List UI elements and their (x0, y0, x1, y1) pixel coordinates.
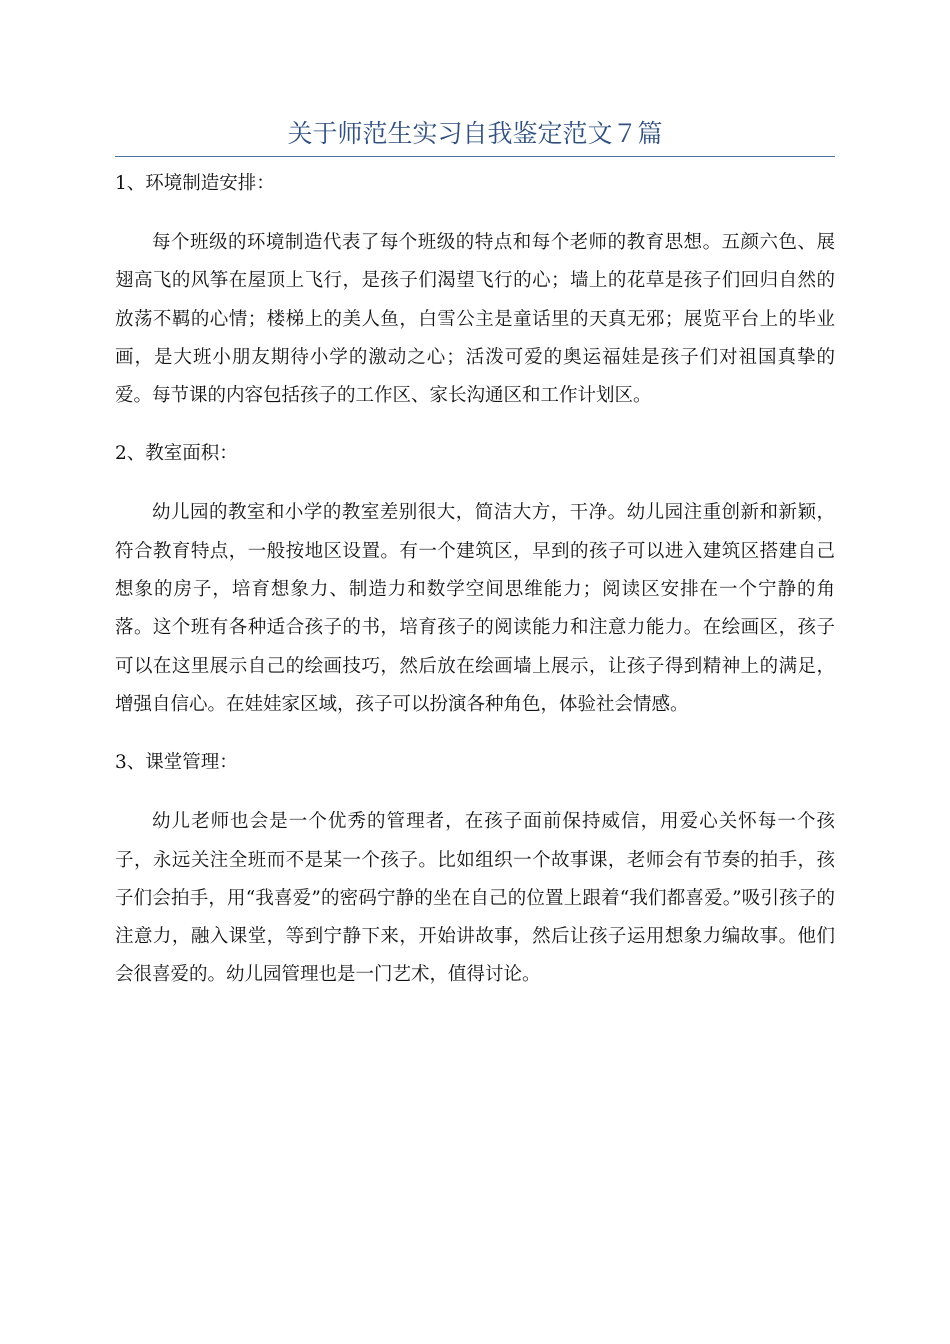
document-title: 关于师范生实习自我鉴定范文７篇 (287, 119, 663, 148)
section-environment (115, 170, 835, 415)
section-heading: 3、课堂管理： (115, 752, 238, 774)
section-classroom-management (115, 749, 835, 994)
section-heading: 1、环境制造安排： (115, 173, 275, 194)
section-classroom-area (115, 440, 835, 724)
section-paragraph: 幼儿老师也会是一个优秀的管理者，在孩子面前保持威信，用爱心关怀每一个孩子，永远关注全班而不是某一个孩子。比如组织一个故事课，老师会有节奏的拍手，孩子们会拍手，用“我喜爱”的密码宁静的坐在自己的位置上跟着“我们都喜爱。”吸引孩子的注意力，融入课堂，等到宁静下来，开始讲故事，然后让孩子运用想象力编故事。他们会很喜爱的。幼儿园管理也是一门艺术，值得讨论。 (115, 811, 835, 986)
section-paragraph: 幼儿园的教室和小学的教室差别很大，简洁大方，干净。幼儿园注重创新和新颖，符合教育特点，一般按地区设置。有一个建筑区，早到的孩子可以进入建筑区搭建自己想象的房子，培育想象力、制造力和数学空间思维能力；阅读区安排在一个宁静的角落。这个班有各种适合孩子的书，培育孩子的阅读能力和注意力能力。在绘画区，孩子可以在这里展示自己的绘画技巧，然后放在绘画墙上展示，让孩子得到精神上的满足，增强自信心。在娃娃家区域，孩子可以扮演各种角色，体验社会情感。 (115, 502, 835, 715)
section-paragraph: 每个班级的环境制造代表了每个班级的特点和每个老师的教育思想。五颜六色、展翅高飞的风筝在屋顶上飞行，是孩子们渴望飞行的心；墙上的花草是孩子们回归自然的放荡不羁的心情；楼梯上的美人鱼，白雪公主是童话里的天真无邪；展览平台上的毕业画，是大班小朋友期待小学的激动之心；活泼可爱的奥运福娃是孩子们对祖国真挚的爱。每节课的内容包括孩子的工作区、家长沟通区和工作计划区。 (115, 232, 835, 407)
section-heading: 2、教室面积： (115, 443, 238, 465)
document-body (115, 170, 835, 1020)
title-block (115, 112, 835, 157)
